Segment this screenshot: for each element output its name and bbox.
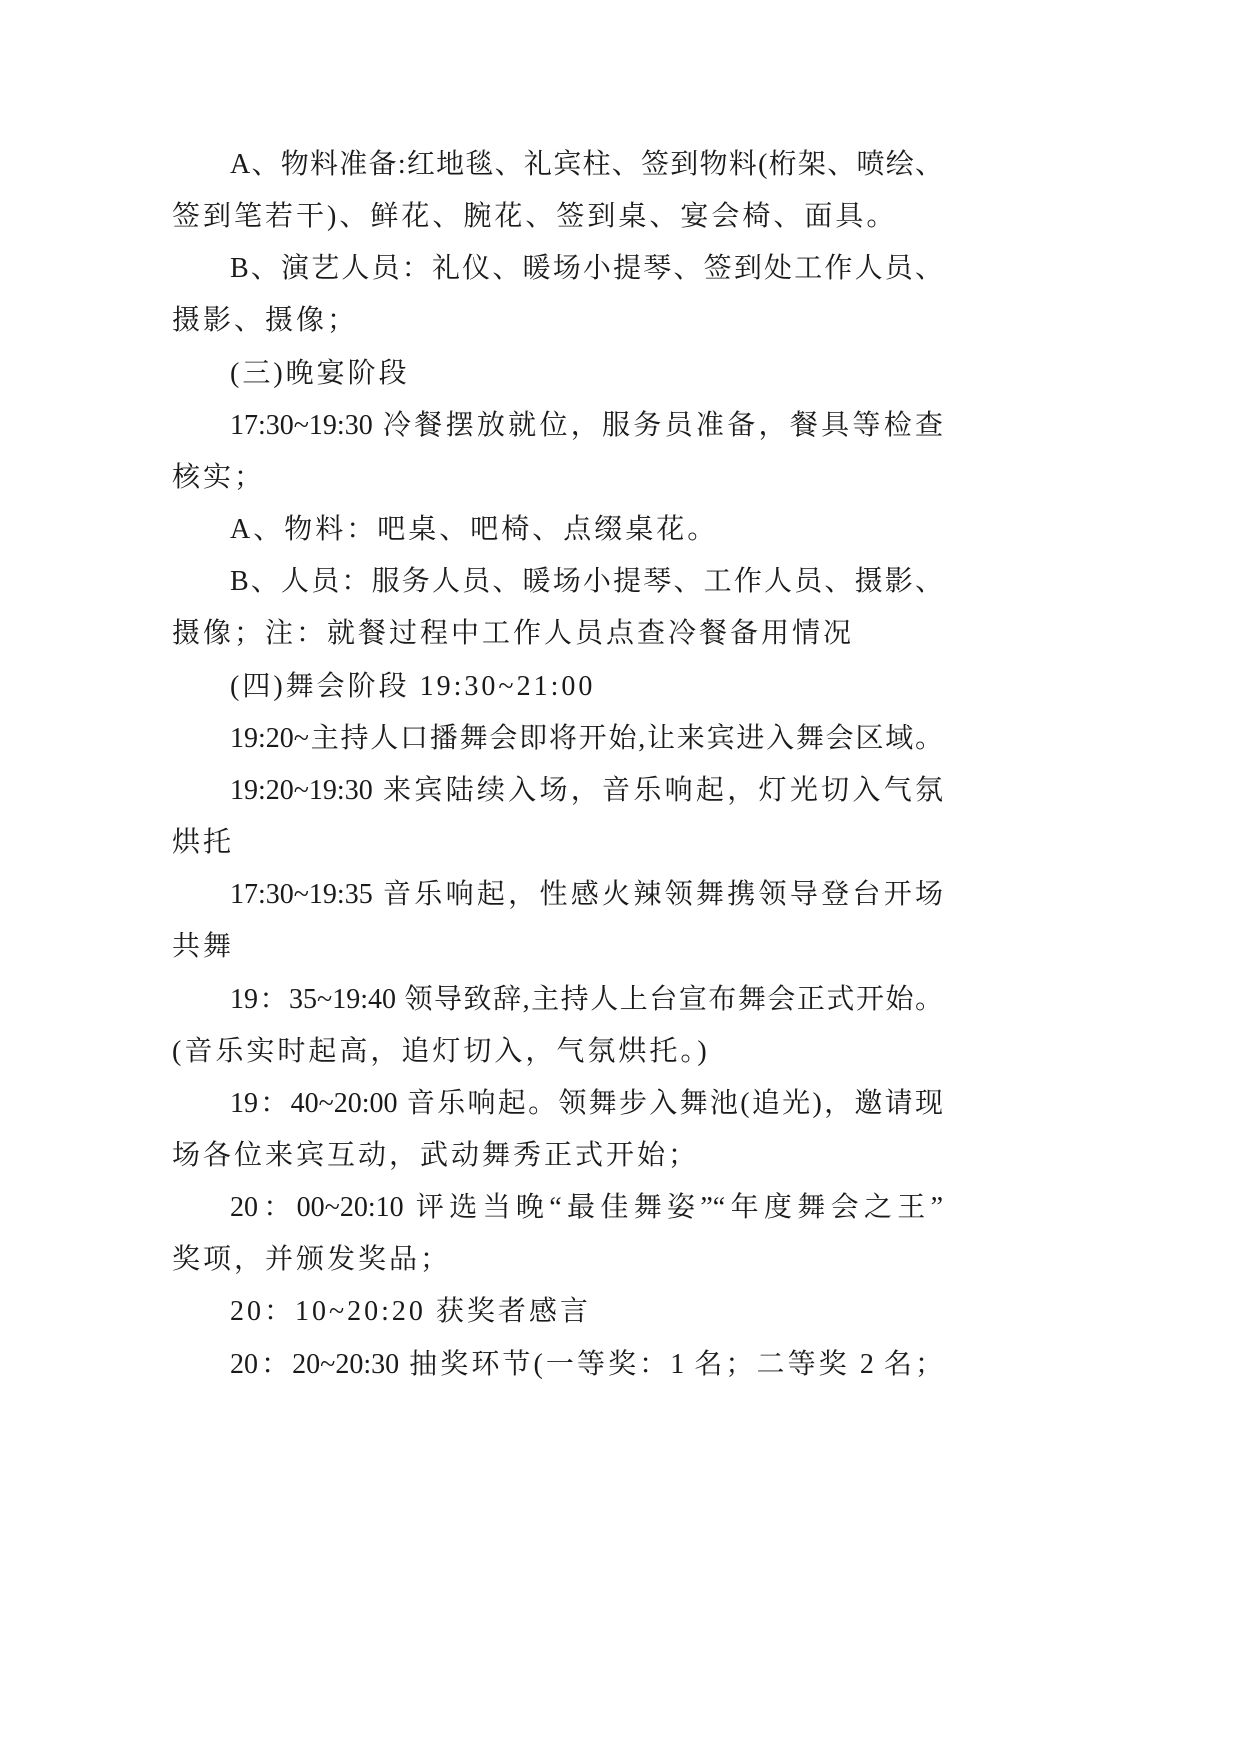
banquet-schedule-paragraph xyxy=(172,400,943,504)
text-line: 17:30~19:30 冷餐摆放就位，服务员准备，餐具等检查 xyxy=(230,409,943,441)
text-line: 19:20~19:30 来宾陆续入场，音乐响起，灯光切入气氛 xyxy=(230,774,943,806)
dance-schedule-entry xyxy=(172,1182,943,1286)
dance-schedule-entry xyxy=(172,1286,943,1338)
text-line: 19：35~19:40 领导致辞,主持人上台宣布舞会正式开始。 xyxy=(230,983,943,1015)
text-line: 奖项，并颁发奖品； xyxy=(172,1244,452,1276)
text-line: B、人员：服务人员、暖场小提琴、工作人员、摄影、 xyxy=(230,566,943,598)
text-line: 签到笔若干)、鲜花、腕花、签到桌、宴会椅、面具。 xyxy=(172,201,898,233)
section-heading-dance xyxy=(172,661,943,713)
banquet-staff-paragraph xyxy=(172,556,943,660)
dance-schedule-entry xyxy=(172,713,943,765)
text-line: 17:30~19:35 音乐响起，性感火辣领舞携领导登台开场 xyxy=(230,879,943,911)
text-line: 核实； xyxy=(172,461,266,493)
text-line: 20：10~20:20 获奖者感言 xyxy=(230,1296,591,1328)
text-line: A、物料：吧桌、吧椅、点缀桌花。 xyxy=(230,514,719,546)
dance-schedule-entry xyxy=(172,765,943,869)
text-line: B、演艺人员：礼仪、暖场小提琴、签到处工作人员、 xyxy=(230,253,943,285)
performers-paragraph xyxy=(172,243,943,347)
section-heading-banquet xyxy=(172,348,943,400)
dance-schedule-entry xyxy=(172,869,943,973)
text-line: 烘托 xyxy=(172,827,235,859)
dance-schedule-entry xyxy=(172,1078,943,1182)
section-heading-text: (四)舞会阶段 19:30~21:00 xyxy=(230,670,596,702)
text-line: 摄影、摄像； xyxy=(172,305,359,337)
text-line: 20：00~20:10 评选当晚“最佳舞姿”“年度舞会之王” xyxy=(230,1192,943,1224)
dance-schedule-entry xyxy=(172,1339,943,1391)
dance-schedule-entry xyxy=(172,974,943,1078)
text-line: 19:20~主持人口播舞会即将开始,让来宾进入舞会区域。 xyxy=(230,722,943,754)
text-line: 共舞 xyxy=(172,931,235,963)
text-line: 20：20~20:30 抽奖环节(一等奖：1 名；二等奖 2 名； xyxy=(230,1348,943,1380)
text-line: A、物料准备:红地毯、礼宾柱、签到物料(桁架、喷绘、 xyxy=(230,149,943,180)
text-line: 摄像；注：就餐过程中工作人员点查冷餐备用情况 xyxy=(172,618,855,650)
text-line: (音乐实时起高，追灯切入，气氛烘托。) xyxy=(172,1035,710,1067)
text-line: 19：40~20:00 音乐响起。领舞步入舞池(追光)，邀请现 xyxy=(230,1087,943,1119)
section-heading-text: (三)晚宴阶段 xyxy=(230,357,410,389)
text-line: 场各位来宾互动，武动舞秀正式开始； xyxy=(172,1139,700,1171)
materials-prep-paragraph xyxy=(172,139,943,243)
document-body xyxy=(172,139,943,1391)
banquet-materials-paragraph xyxy=(172,504,943,556)
